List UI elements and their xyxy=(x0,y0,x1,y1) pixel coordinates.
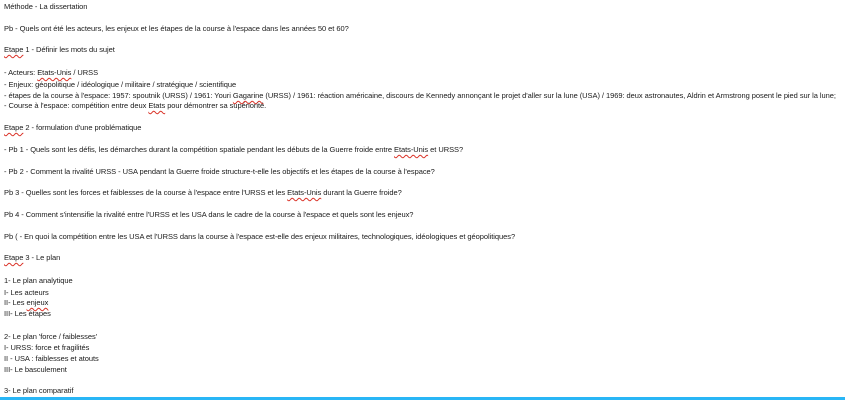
steps-prefix: - étapes de la course à l'espace: 1957: spoutnik (URSS) / 1961: Youri xyxy=(4,91,233,100)
step3-heading-text: 3 - Le plan xyxy=(23,253,61,262)
spellcheck-word: Etape xyxy=(4,123,24,132)
problem-3 xyxy=(4,188,402,198)
spellcheck-word: Etats-Unis xyxy=(37,68,72,77)
plan1-item-3: III- Les étapes xyxy=(4,309,51,318)
problem-1-prefix: - Pb 1 - Quels sont les défis, les démarches durant la compétition spatiale pendant les débuts de la Guerre froide entre xyxy=(4,145,395,154)
problem-3-suffix: durant la Guerre froide? xyxy=(321,188,402,197)
steps-line xyxy=(4,91,836,101)
spellcheck-word: Gagarine xyxy=(232,91,264,100)
step3-heading xyxy=(4,253,60,263)
problem-3-prefix: Pb 3 - Quelles sont les forces et faiblesses de la course à l'espace entre l'URSS et les xyxy=(4,188,288,197)
spellcheck-word: Etats-Unis xyxy=(394,145,429,154)
step2-heading-text: 2 - formulation d'une problématique xyxy=(23,123,142,132)
space-race-suffix: pour démontrer sa supériorité. xyxy=(165,101,267,110)
steps-suffix: (URSS) / 1961: réaction américaine, discours de Kennedy annonçant le projet d'aller sur la lune (USA) / 1969: deux astronautes, Aldrin et Armstrong posent le pied sur la lune; xyxy=(263,91,836,100)
plan1-item-2 xyxy=(4,298,48,308)
step2-heading xyxy=(4,123,141,133)
space-race-line xyxy=(4,101,266,111)
step1-heading-text: 1 - Définir les mots du sujet xyxy=(23,45,115,54)
problem-4: Pb 4 - Comment s'intensifie la rivalité entre l'URSS et les USA dans le cadre de la course à l'espace et quels sont les enjeux? xyxy=(4,210,414,219)
space-race-prefix: - Course à l'espace: compétition entre deux xyxy=(4,101,149,110)
spellcheck-word: Etats xyxy=(148,101,166,110)
plan2-item-1: I- URSS: force et fragilités xyxy=(4,343,90,352)
spellcheck-word: Etats-Unis xyxy=(287,188,322,197)
problem-1 xyxy=(4,145,463,155)
problem-1-suffix: et URSS? xyxy=(428,145,464,154)
document-title: Méthode - La dissertation xyxy=(4,2,88,11)
problem-5: Pb ( - En quoi la compétition entre les USA et l'URSS dans la course à l'espace est-elle des enjeux militaires, technologiques, idéologiques et géopolitiques? xyxy=(4,232,516,241)
plan1-item-2-prefix: II- Les xyxy=(4,298,27,307)
plan2-item-3: III- Le basculement xyxy=(4,365,67,374)
plan1-title: 1- Le plan analytique xyxy=(4,276,73,285)
plan2-title: 2- Le plan 'force / faiblesses' xyxy=(4,332,98,341)
actors-suffix: / URSS xyxy=(71,68,99,77)
actors-line xyxy=(4,68,98,78)
actors-prefix: - Acteurs: xyxy=(4,68,38,77)
spellcheck-word: enjeux xyxy=(26,298,49,307)
main-problem: Pb - Quels ont été les acteurs, les enjeux et les étapes de la course à l'espace dans les années 50 et 60? xyxy=(4,24,349,33)
stakes-line: - Enjeux: géopolitique / idéologique / militaire / stratégique / scientifique xyxy=(4,80,237,89)
problem-2: - Pb 2 - Comment la rivalité URSS - USA pendant la Guerre froide structure-t-elle les objectifs et les étapes de la course à l'espace? xyxy=(4,167,435,176)
spellcheck-word: Etape xyxy=(4,253,24,262)
plan3-title: 3- Le plan comparatif xyxy=(4,386,74,395)
plan1-item-1: I- Les acteurs xyxy=(4,288,49,297)
step1-heading xyxy=(4,45,115,55)
spellcheck-word: Etape xyxy=(4,45,24,54)
plan2-item-2: II - USA : faiblesses et atouts xyxy=(4,354,99,363)
